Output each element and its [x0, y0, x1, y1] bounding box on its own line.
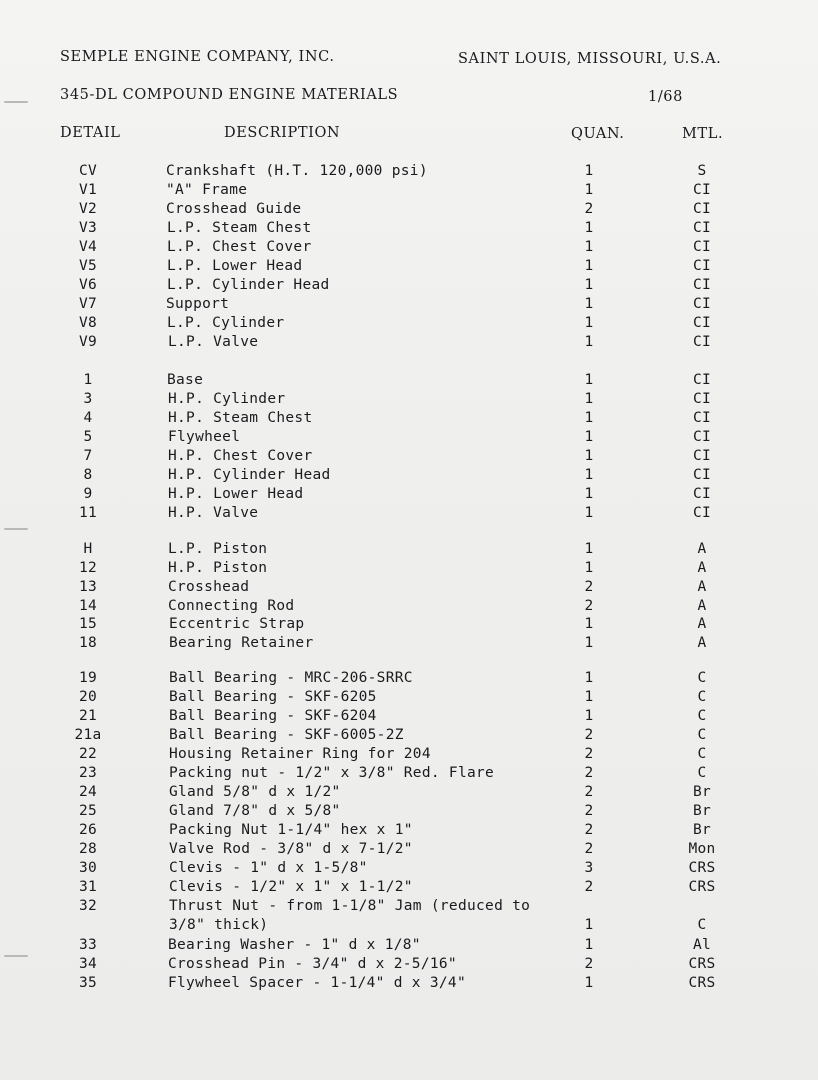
quantity-cell: 2: [584, 201, 594, 217]
description-cell: L.P. Lower Head: [167, 258, 303, 274]
column-header-detail: DETAIL: [60, 125, 121, 141]
quantity-cell: 2: [584, 841, 594, 857]
description-cell: H.P. Cylinder: [168, 391, 286, 407]
table-row: [0, 841, 818, 860]
punch-mark: [4, 528, 28, 530]
quantity-cell: 1: [584, 616, 594, 632]
quantity-cell: 1: [584, 689, 594, 705]
description-cell: Ball Bearing - SKF-6205: [169, 689, 377, 705]
material-cell: A: [697, 560, 707, 576]
table-row: [0, 182, 818, 201]
material-cell: A: [697, 616, 707, 632]
description-cell: H.P. Cylinder Head: [168, 467, 331, 483]
table-row: [0, 598, 818, 617]
quantity-cell: 1: [584, 258, 594, 274]
quantity-cell: 1: [584, 220, 594, 236]
table-row: [0, 296, 818, 315]
table-row: [0, 467, 818, 486]
detail-cell: 9: [83, 486, 93, 502]
quantity-cell: 1: [584, 334, 594, 350]
detail-cell: 8: [83, 467, 93, 483]
detail-cell: V9: [78, 334, 98, 350]
description-cell: L.P. Steam Chest: [167, 220, 312, 236]
material-cell: S: [697, 163, 707, 179]
detail-cell: V5: [78, 258, 98, 274]
material-cell: CI: [692, 296, 712, 312]
quantity-cell: 1: [584, 448, 594, 464]
quantity-cell: 2: [584, 803, 594, 819]
table-row: [0, 670, 818, 689]
quantity-cell: 1: [584, 391, 594, 407]
material-cell: CI: [692, 429, 712, 445]
description-cell: Ball Bearing - SKF-6005-2Z: [169, 727, 404, 743]
material-cell: CI: [692, 315, 712, 331]
quantity-cell: 1: [584, 541, 594, 557]
description-cell: Base: [167, 372, 204, 388]
material-cell: C: [697, 746, 707, 762]
material-cell: A: [697, 635, 707, 651]
material-cell: CI: [692, 486, 712, 502]
description-cell: Housing Retainer Ring for 204: [169, 746, 431, 762]
table-row: [0, 163, 818, 182]
quantity-cell: 2: [584, 579, 594, 595]
material-cell: A: [697, 579, 707, 595]
material-cell: C: [697, 670, 707, 686]
description-cell: Gland 5/8" d x 1/2": [169, 784, 341, 800]
quantity-cell: 1: [584, 315, 594, 331]
material-cell: CI: [692, 410, 712, 426]
material-cell: Mon: [688, 841, 716, 857]
detail-cell: V6: [78, 277, 98, 293]
material-cell: C: [697, 727, 707, 743]
detail-cell: 21: [78, 708, 98, 724]
detail-cell: 25: [78, 803, 98, 819]
material-cell: CRS: [688, 860, 716, 876]
material-cell: CI: [692, 220, 712, 236]
description-cell: Gland 7/8" d x 5/8": [169, 803, 341, 819]
detail-cell: V8: [78, 315, 98, 331]
quantity-cell: 2: [584, 956, 594, 972]
detail-cell: 4: [83, 410, 93, 426]
table-row: [0, 258, 818, 277]
description-cell: L.P. Cylinder Head: [167, 277, 330, 293]
description-cell: Crosshead Pin - 3/4" d x 2-5/16": [168, 956, 457, 972]
detail-cell: 23: [78, 765, 98, 781]
description-cell: L.P. Valve: [168, 334, 259, 350]
detail-cell: 20: [78, 689, 98, 705]
quantity-cell: 2: [584, 784, 594, 800]
detail-cell: 19: [78, 670, 98, 686]
description-cell: L.P. Chest Cover: [167, 239, 312, 255]
detail-cell: 21a: [74, 727, 102, 743]
table-row: [0, 372, 818, 391]
column-header-mtl: MTL.: [682, 126, 724, 142]
quantity-cell: 1: [584, 410, 594, 426]
description-cell: Ball Bearing - MRC-206-SRRC: [169, 670, 413, 686]
column-header-description: DESCRIPTION: [224, 125, 341, 141]
material-cell: CI: [692, 467, 712, 483]
material-cell: CI: [692, 277, 712, 293]
material-cell: CI: [692, 334, 712, 350]
detail-cell: 7: [83, 448, 93, 464]
table-row: [0, 334, 818, 353]
material-cell: C: [697, 708, 707, 724]
detail-cell: 24: [78, 784, 98, 800]
quantity-cell: 2: [584, 746, 594, 762]
description-cell: Bearing Washer - 1" d x 1/8": [168, 937, 421, 953]
detail-cell: 32: [78, 898, 98, 914]
detail-cell: 18: [78, 635, 98, 651]
table-row: [0, 616, 818, 635]
detail-cell: 11: [78, 505, 98, 521]
material-cell: CI: [692, 182, 712, 198]
detail-cell: 22: [78, 746, 98, 762]
quantity-cell: 1: [584, 486, 594, 502]
detail-cell: V7: [78, 296, 98, 312]
material-cell: CRS: [688, 975, 716, 991]
material-cell: CI: [692, 505, 712, 521]
detail-cell: CV: [78, 163, 98, 179]
quantity-cell: 1: [584, 467, 594, 483]
description-cell: Valve Rod - 3/8" d x 7-1/2": [169, 841, 413, 857]
material-cell: CI: [692, 239, 712, 255]
description-cell: Flywheel Spacer - 1-1/4" d x 3/4": [168, 975, 466, 991]
quantity-cell: 1: [584, 917, 594, 933]
description-cell: H.P. Steam Chest: [168, 410, 313, 426]
description-cell: Thrust Nut - from 1-1/8" Jam (reduced to: [169, 898, 531, 914]
material-cell: CI: [692, 391, 712, 407]
description-cell: Connecting Rod: [168, 598, 295, 614]
table-row: [0, 746, 818, 765]
detail-cell: 14: [78, 598, 98, 614]
table-row: [0, 315, 818, 334]
detail-cell: 34: [78, 956, 98, 972]
description-cell: L.P. Piston: [168, 541, 268, 557]
table-row: [0, 505, 818, 524]
quantity-cell: 1: [584, 670, 594, 686]
description-cell: Crosshead Guide: [166, 201, 302, 217]
quantity-cell: 3: [584, 860, 594, 876]
table-row: [0, 220, 818, 239]
material-cell: C: [697, 765, 707, 781]
quantity-cell: 1: [584, 560, 594, 576]
material-cell: Br: [692, 803, 712, 819]
quantity-cell: 2: [584, 727, 594, 743]
material-cell: A: [697, 598, 707, 614]
detail-cell: V2: [78, 201, 98, 217]
quantity-cell: 2: [584, 822, 594, 838]
detail-cell: 30: [78, 860, 98, 876]
table-row: [0, 277, 818, 296]
document-date: 1/68: [648, 89, 683, 105]
table-row: [0, 727, 818, 746]
material-cell: CRS: [688, 879, 716, 895]
table-row: [0, 803, 818, 822]
table-row: [0, 239, 818, 258]
table-row: [0, 579, 818, 598]
description-cell: Clevis - 1/2" x 1" x 1-1/2": [169, 879, 413, 895]
material-cell: CI: [692, 201, 712, 217]
detail-cell: 1: [83, 372, 93, 388]
detail-cell: 3: [83, 391, 93, 407]
company-location: SAINT LOUIS, MISSOURI, U.S.A.: [458, 51, 722, 67]
table-row: [0, 541, 818, 560]
detail-cell: 33: [78, 937, 98, 953]
detail-cell: V3: [78, 220, 98, 236]
detail-cell: 26: [78, 822, 98, 838]
quantity-cell: 1: [584, 937, 594, 953]
quantity-cell: 1: [584, 429, 594, 445]
description-cell: Bearing Retainer: [169, 635, 314, 651]
material-cell: C: [697, 917, 707, 933]
material-cell: CI: [692, 372, 712, 388]
table-row: [0, 689, 818, 708]
material-cell: A: [697, 541, 707, 557]
detail-cell: 13: [78, 579, 98, 595]
quantity-cell: 1: [584, 708, 594, 724]
table-row: [0, 937, 818, 956]
punch-mark: [4, 101, 28, 103]
detail-cell: 12: [78, 560, 98, 576]
description-cell: Support: [166, 296, 230, 312]
material-cell: Al: [692, 937, 712, 953]
description-cell: Packing Nut 1-1/4" hex x 1": [169, 822, 413, 838]
document-title: 345-DL COMPOUND ENGINE MATERIALS: [60, 87, 399, 103]
detail-cell: V4: [78, 239, 98, 255]
detail-cell: H: [83, 541, 93, 557]
table-row: [0, 410, 818, 429]
quantity-cell: 1: [584, 239, 594, 255]
company-name: SEMPLE ENGINE COMPANY, INC.: [60, 49, 335, 65]
quantity-cell: 1: [584, 372, 594, 388]
quantity-cell: 1: [584, 635, 594, 651]
table-row: [0, 765, 818, 784]
description-cell: H.P. Lower Head: [168, 486, 304, 502]
detail-cell: 31: [78, 879, 98, 895]
table-row: [0, 448, 818, 467]
description-cell-continued: 3/8" thick): [169, 917, 269, 933]
quantity-cell: 1: [584, 505, 594, 521]
quantity-cell: 1: [584, 296, 594, 312]
description-cell: H.P. Chest Cover: [168, 448, 313, 464]
detail-cell: 15: [78, 616, 98, 632]
material-cell: CI: [692, 258, 712, 274]
description-cell: H.P. Piston: [168, 560, 268, 576]
table-row: [0, 635, 818, 654]
table-row: [0, 391, 818, 410]
quantity-cell: 1: [584, 182, 594, 198]
table-row: [0, 429, 818, 448]
detail-cell: 35: [78, 975, 98, 991]
table-row: [0, 784, 818, 803]
description-cell: H.P. Valve: [168, 505, 259, 521]
quantity-cell: 1: [584, 163, 594, 179]
description-cell: L.P. Cylinder: [167, 315, 285, 331]
table-row: [0, 201, 818, 220]
column-header-quan: QUAN.: [571, 126, 625, 142]
table-row: [0, 486, 818, 505]
description-cell: Flywheel: [168, 429, 241, 445]
table-row: [0, 560, 818, 579]
detail-cell: V1: [78, 182, 98, 198]
quantity-cell: 2: [584, 879, 594, 895]
description-cell: "A" Frame: [166, 182, 248, 198]
description-cell: Crankshaft (H.T. 120,000 psi): [166, 163, 428, 179]
description-cell: Packing nut - 1/2" x 3/8" Red. Flare: [169, 765, 495, 781]
table-row: [0, 898, 818, 933]
description-cell: Crosshead: [168, 579, 250, 595]
material-cell: CI: [692, 448, 712, 464]
table-row: [0, 975, 818, 994]
description-cell: Eccentric Strap: [169, 616, 305, 632]
quantity-cell: 1: [584, 975, 594, 991]
description-cell: Ball Bearing - SKF-6204: [169, 708, 377, 724]
material-cell: Br: [692, 784, 712, 800]
description-cell: Clevis - 1" d x 1-5/8": [169, 860, 368, 876]
quantity-cell: 1: [584, 277, 594, 293]
quantity-cell: 2: [584, 765, 594, 781]
quantity-cell: 2: [584, 598, 594, 614]
material-cell: Br: [692, 822, 712, 838]
material-cell: C: [697, 689, 707, 705]
detail-cell: 5: [83, 429, 93, 445]
table-row: [0, 879, 818, 898]
table-row: [0, 822, 818, 841]
table-row: [0, 860, 818, 879]
table-row: [0, 708, 818, 727]
table-row: [0, 956, 818, 975]
detail-cell: 28: [78, 841, 98, 857]
material-cell: CRS: [688, 956, 716, 972]
